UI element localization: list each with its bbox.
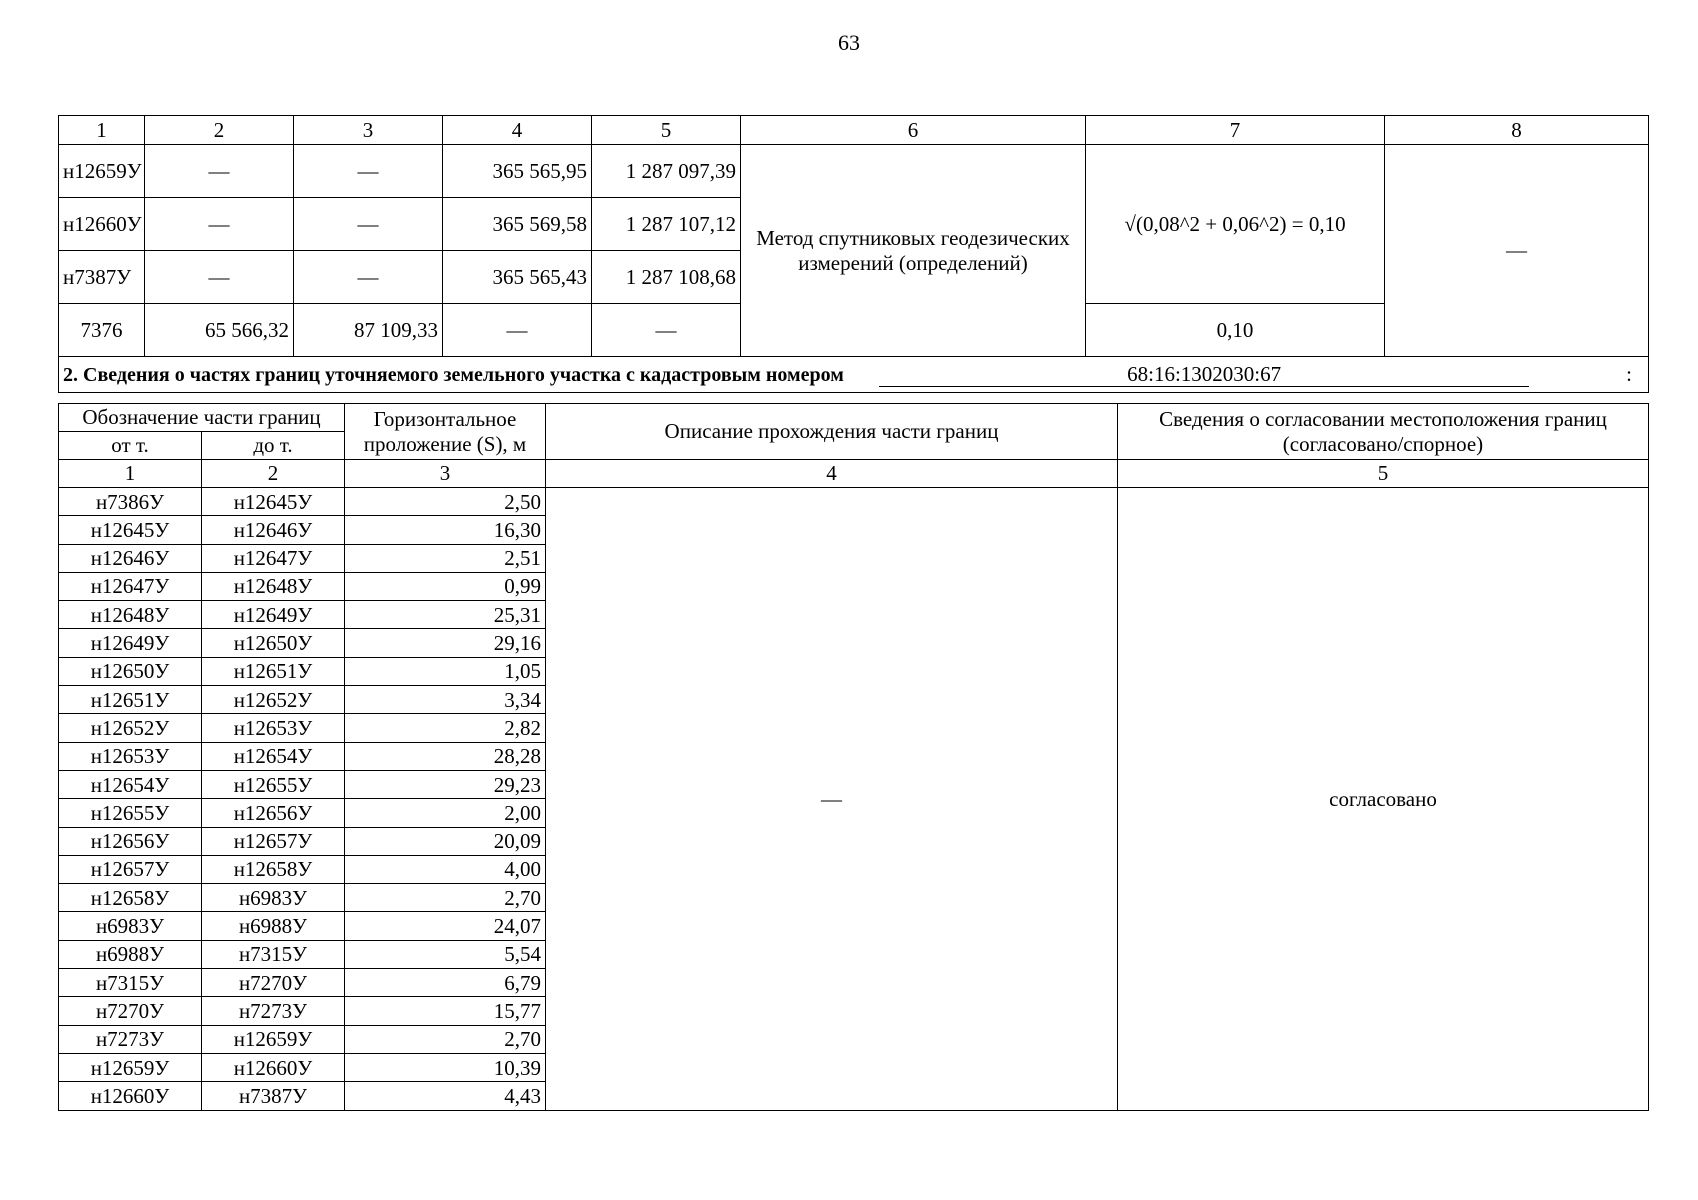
point-label: н7387У (59, 251, 145, 304)
distance-cell: 2,82 (345, 714, 546, 742)
distance-cell: 2,00 (345, 799, 546, 827)
old-y-cell: — (294, 198, 443, 251)
from-point-cell: н12648У (59, 601, 202, 629)
to-point-cell: н12658У (202, 855, 345, 883)
designation-header: Обозначение части границ (59, 404, 345, 432)
to-point-cell: н7270У (202, 969, 345, 997)
description-cell: — (546, 488, 1118, 1111)
from-point-cell: н12655У (59, 799, 202, 827)
from-point-cell: н12654У (59, 770, 202, 798)
table-row (59, 145, 1649, 198)
agreement-header: Сведения о согласовании местоположения границ (согласовано/спорное) (1118, 404, 1649, 460)
column-number: 1 (59, 460, 202, 488)
distance-cell: 3,34 (345, 686, 546, 714)
column-8-cell: — (1385, 145, 1649, 357)
description-header: Описание прохождения части границ (546, 404, 1118, 460)
to-point-cell: н12659У (202, 1025, 345, 1053)
distance-cell: 2,70 (345, 884, 546, 912)
coordinates-table (58, 115, 1649, 393)
to-point-cell: н7387У (202, 1082, 345, 1110)
column-number: 3 (294, 116, 443, 145)
header-row (59, 404, 1649, 432)
column-number: 5 (1118, 460, 1649, 488)
from-point-cell: н7273У (59, 1025, 202, 1053)
column-number: 2 (145, 116, 294, 145)
new-x-cell: — (443, 304, 592, 357)
to-point-cell: н6988У (202, 912, 345, 940)
column-number: 4 (443, 116, 592, 145)
old-y-cell: — (294, 145, 443, 198)
column-number: 1 (59, 116, 145, 145)
from-point-cell: н12659У (59, 1053, 202, 1081)
from-point-cell: н12653У (59, 742, 202, 770)
column-number-row (59, 116, 1649, 145)
cadastral-number: 68:16:1302030:67 (879, 362, 1529, 387)
new-x-cell: 365 565,95 (443, 145, 592, 198)
to-point-cell: н7273У (202, 997, 345, 1025)
new-y-cell: 1 287 107,12 (592, 198, 741, 251)
new-y-cell: — (592, 304, 741, 357)
distance-cell: 29,16 (345, 629, 546, 657)
from-point-cell: н12646У (59, 544, 202, 572)
to-point-cell: н12652У (202, 686, 345, 714)
column-number: 8 (1385, 116, 1649, 145)
section-2-title: 2. Сведения о частях границ уточняемого земельного участка с кадастровым номером (63, 363, 844, 386)
to-point-cell: н12656У (202, 799, 345, 827)
new-y-cell: 1 287 097,39 (592, 145, 741, 198)
from-point-cell: н12657У (59, 855, 202, 883)
distance-cell: 28,28 (345, 742, 546, 770)
distance-cell: 0,99 (345, 572, 546, 600)
to-point-cell: н12649У (202, 601, 345, 629)
boundary-parts-table (58, 403, 1649, 1111)
old-y-cell: 87 109,33 (294, 304, 443, 357)
from-point-cell: н12649У (59, 629, 202, 657)
distance-cell: 16,30 (345, 516, 546, 544)
distance-cell: 4,00 (345, 855, 546, 883)
method-cell: Метод спутниковых геодезических измерений (определений) (741, 145, 1086, 357)
from-point-cell: н12656У (59, 827, 202, 855)
to-point-cell: н7315У (202, 940, 345, 968)
column-number: 5 (592, 116, 741, 145)
from-point-cell: н7386У (59, 488, 202, 516)
to-point-cell: н6983У (202, 884, 345, 912)
column-number: 7 (1086, 116, 1385, 145)
accuracy-formula-cell: √(0,08^2 + 0,06^2) = 0,10 (1086, 145, 1385, 304)
from-point-cell: н6983У (59, 912, 202, 940)
old-y-cell: — (294, 251, 443, 304)
to-point-cell: н12660У (202, 1053, 345, 1081)
section-2-colon: : (1626, 361, 1632, 386)
to-point-cell: н12648У (202, 572, 345, 600)
to-point-cell: н12645У (202, 488, 345, 516)
distance-cell: 24,07 (345, 912, 546, 940)
old-x-cell: — (145, 251, 294, 304)
section-2-header (59, 357, 1649, 393)
table-row (59, 488, 1649, 516)
distance-cell: 2,50 (345, 488, 546, 516)
column-number: 2 (202, 460, 345, 488)
from-point-cell: н7315У (59, 969, 202, 997)
from-point-cell: н12647У (59, 572, 202, 600)
to-point-cell: н12654У (202, 742, 345, 770)
distance-cell: 2,70 (345, 1025, 546, 1053)
agreement-cell: согласовано (1118, 488, 1649, 1111)
to-point-cell: н12647У (202, 544, 345, 572)
from-point-cell: н12645У (59, 516, 202, 544)
boundary-parts-body (59, 488, 1649, 1111)
from-header: от т. (59, 432, 202, 460)
section-2-cell (59, 357, 1649, 393)
column-number: 3 (345, 460, 546, 488)
from-point-cell: н12650У (59, 657, 202, 685)
new-x-cell: 365 565,43 (443, 251, 592, 304)
to-point-cell: н12653У (202, 714, 345, 742)
distance-cell: 5,54 (345, 940, 546, 968)
column-number-row (59, 460, 1649, 488)
from-point-cell: н12652У (59, 714, 202, 742)
to-point-cell: н12657У (202, 827, 345, 855)
distance-cell: 1,05 (345, 657, 546, 685)
from-point-cell: н12660У (59, 1082, 202, 1110)
accuracy-last-cell: 0,10 (1086, 304, 1385, 357)
old-x-cell: 65 566,32 (145, 304, 294, 357)
new-y-cell: 1 287 108,68 (592, 251, 741, 304)
from-point-cell: н6988У (59, 940, 202, 968)
distance-header: Горизонтальное проложение (S), м (345, 404, 546, 460)
from-point-cell: н12651У (59, 686, 202, 714)
point-label: н12660У (59, 198, 145, 251)
distance-cell: 6,79 (345, 969, 546, 997)
page-number: 63 (838, 30, 860, 55)
old-x-cell: — (145, 145, 294, 198)
new-x-cell: 365 569,58 (443, 198, 592, 251)
distance-cell: 15,77 (345, 997, 546, 1025)
point-label: н12659У (59, 145, 145, 198)
to-point-cell: н12650У (202, 629, 345, 657)
distance-cell: 29,23 (345, 770, 546, 798)
distance-cell: 20,09 (345, 827, 546, 855)
column-number: 6 (741, 116, 1086, 145)
to-header: до т. (202, 432, 345, 460)
column-number: 4 (546, 460, 1118, 488)
distance-cell: 10,39 (345, 1053, 546, 1081)
old-x-cell: — (145, 198, 294, 251)
to-point-cell: н12651У (202, 657, 345, 685)
distance-cell: 25,31 (345, 601, 546, 629)
from-point-cell: н12658У (59, 884, 202, 912)
distance-cell: 2,51 (345, 544, 546, 572)
from-point-cell: н7270У (59, 997, 202, 1025)
distance-cell: 4,43 (345, 1082, 546, 1110)
to-point-cell: н12646У (202, 516, 345, 544)
point-label: 7376 (59, 304, 145, 357)
to-point-cell: н12655У (202, 770, 345, 798)
